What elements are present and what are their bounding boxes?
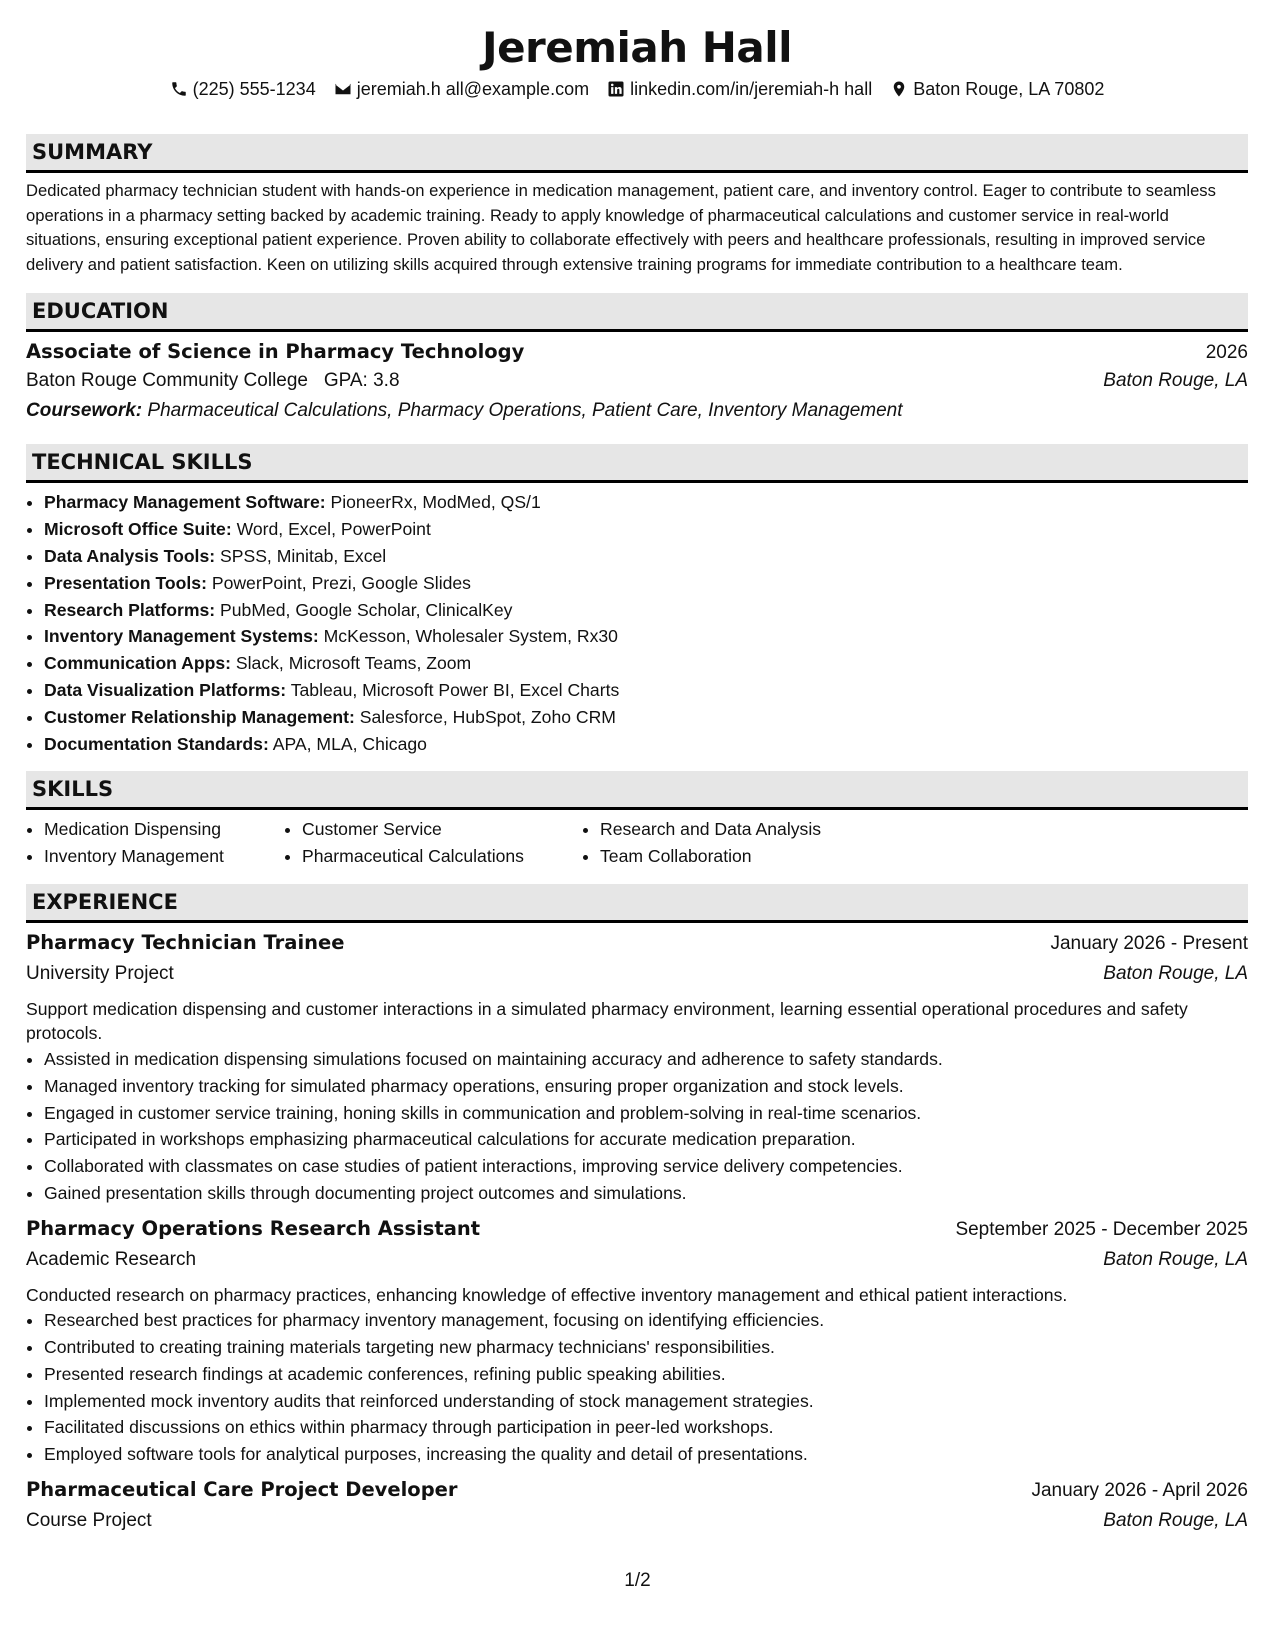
list-item: • Contributed to creating training materials targeting new pharmacy technicians' responsibilities. bbox=[44, 1334, 1248, 1361]
skill-value: PowerPoint, Prezi, Google Slides bbox=[211, 572, 471, 593]
school-line bbox=[26, 370, 400, 392]
education-degree-row bbox=[26, 340, 1248, 370]
list-item: • Collaborated with classmates on case studies of patient interactions, improving service delivery competencies. bbox=[44, 1153, 1248, 1180]
coursework-line bbox=[26, 400, 1248, 430]
list-item bbox=[44, 704, 1248, 731]
linkedin-icon bbox=[607, 80, 625, 98]
map-pin-icon bbox=[890, 80, 908, 98]
skill-value: SPSS, Minitab, Excel bbox=[219, 545, 387, 566]
skill-value: McKesson, Wholesaler System, Rx30 bbox=[323, 626, 618, 647]
skill-value: PubMed, Google Scholar, ClinicalKey bbox=[220, 599, 513, 620]
job-org-row bbox=[26, 1510, 1248, 1542]
list-item: • Researched best practices for pharmacy inventory management, focusing on identifying efficiencies. bbox=[44, 1307, 1248, 1334]
list-item: • Employed software tools for analytical purposes, increasing the quality and detail of presentations. bbox=[44, 1441, 1248, 1468]
skill-label: Microsoft Office Suite: bbox=[44, 519, 232, 540]
degree-year: 2026 bbox=[1205, 342, 1248, 364]
list-item: • Research and Data Analysis bbox=[600, 816, 920, 843]
job-description: Support medication dispensing and customer interactions in a simulated pharmacy environment, learning essential operational procedures and safety protocols. bbox=[26, 998, 1188, 1044]
list-item: • Managed inventory tracking for simulated pharmacy operations, ensuring proper organization and stock levels. bbox=[44, 1073, 1248, 1100]
job-org: University Project bbox=[26, 962, 174, 984]
resume-page bbox=[26, 0, 1248, 1542]
job-bullets bbox=[26, 1307, 1248, 1468]
skill-label: Data Analysis Tools: bbox=[44, 545, 216, 566]
section-heading: EXPERIENCE bbox=[26, 884, 1248, 923]
skill-value: Salesforce, HubSpot, Zoho CRM bbox=[359, 706, 616, 727]
skill-label: Customer Relationship Management: bbox=[44, 706, 355, 727]
degree-title: Associate of Science in Pharmacy Technology bbox=[26, 340, 525, 364]
list-item: • Team Collaboration bbox=[600, 843, 920, 870]
section-heading: EDUCATION bbox=[26, 293, 1248, 332]
contact-location bbox=[890, 78, 1104, 100]
phone-icon bbox=[170, 80, 188, 98]
mail-icon bbox=[334, 80, 352, 98]
skill-value: Word, Excel, PowerPoint bbox=[236, 519, 431, 540]
job-entry bbox=[26, 1478, 1248, 1542]
list-item bbox=[44, 489, 1248, 516]
job-dates: January 2026 - April 2026 bbox=[1031, 1480, 1248, 1501]
school-name: Baton Rouge Community College bbox=[26, 370, 308, 392]
job-location: Baton Rouge, LA bbox=[1103, 1510, 1248, 1531]
contact-bar bbox=[26, 78, 1248, 100]
contact-email[interactable] bbox=[334, 78, 589, 100]
skill-label: Data Visualization Platforms: bbox=[44, 679, 287, 700]
list-item bbox=[44, 650, 1248, 677]
skill-value: Tableau, Microsoft Power BI, Excel Charts bbox=[290, 679, 620, 700]
technical-skills-section bbox=[26, 444, 1248, 757]
job-description: Conducted research on pharmacy practices, enhancing knowledge of effective inventory management and ethical patient interactions. bbox=[26, 1284, 1068, 1305]
job-title-row bbox=[26, 931, 1248, 963]
job-entry bbox=[26, 931, 1248, 1207]
coursework-label: Coursework: bbox=[26, 400, 143, 422]
candidate-name: Jeremiah Hall bbox=[481, 23, 793, 72]
summary-text: Dedicated pharmacy technician student with hands-on experience in medication management, patient care, and inventory control. Eager to contribute to seamless operations in a pharmacy setting backed by academic training. Ready to apply knowledge of pharmaceutical calculations and customer service in real-world situations, ensuring exceptional patient experience. Proven ability to collaborate effectively with peers and healthcare professionals, resulting in improved service delivery and patient satisfaction. Keen on utilizing skills acquired through extensive training programs for immediate contribution to a healthcare team. bbox=[26, 181, 1216, 274]
job-org: Course Project bbox=[26, 1510, 152, 1531]
coursework-list: Pharmaceutical Calculations, Pharmacy Operations, Patient Care, Inventory Management bbox=[147, 400, 903, 422]
skills-column-3 bbox=[582, 816, 920, 870]
list-item: • Facilitated discussions on ethics within pharmacy through participation in peer-led workshops. bbox=[44, 1414, 1248, 1441]
summary-section bbox=[26, 134, 1248, 277]
list-item bbox=[44, 677, 1248, 704]
list-item: • Inventory Management bbox=[44, 843, 284, 870]
list-item: • Participated in workshops emphasizing pharmaceutical calculations for accurate medication preparation. bbox=[44, 1126, 1248, 1153]
job-location: Baton Rouge, LA bbox=[1103, 1248, 1248, 1270]
job-dates: January 2026 - Present bbox=[1050, 932, 1248, 954]
list-item: • Presented research findings at academic conferences, refining public speaking abilities. bbox=[44, 1361, 1248, 1388]
skills-grid bbox=[26, 816, 1248, 870]
skill-label: Research Platforms: bbox=[44, 599, 216, 620]
skill-value: PioneerRx, ModMed, QS/1 bbox=[330, 492, 541, 513]
list-item: • Pharmaceutical Calculations bbox=[302, 843, 582, 870]
education-school-row bbox=[26, 370, 1248, 400]
skill-label: Pharmacy Management Software: bbox=[44, 492, 326, 513]
education-section bbox=[26, 293, 1248, 430]
location-text: Baton Rouge, LA 70802 bbox=[913, 79, 1105, 99]
skills-column-2 bbox=[284, 816, 582, 870]
job-title: Pharmaceutical Care Project Developer bbox=[26, 1478, 458, 1501]
job-org-row bbox=[26, 1249, 1248, 1281]
email-text: jeremiah.h all@example.com bbox=[356, 79, 590, 99]
skills-column-1 bbox=[26, 816, 284, 870]
list-item: • Customer Service bbox=[302, 816, 582, 843]
job-bullets bbox=[26, 1046, 1248, 1207]
list-item bbox=[44, 570, 1248, 597]
job-entry bbox=[26, 1217, 1248, 1468]
job-location: Baton Rouge, LA bbox=[1103, 962, 1248, 984]
list-item bbox=[44, 516, 1248, 543]
skills-section bbox=[26, 771, 1248, 870]
skill-label: Documentation Standards: bbox=[44, 733, 269, 754]
linkedin-text: linkedin.com/in/jeremiah-h hall bbox=[630, 79, 873, 99]
list-item bbox=[44, 543, 1248, 570]
job-title: Pharmacy Operations Research Assistant bbox=[26, 1216, 481, 1240]
skill-label: Presentation Tools: bbox=[44, 572, 207, 593]
list-item: • Gained presentation skills through documenting project outcomes and simulations. bbox=[44, 1180, 1248, 1207]
section-heading: SKILLS bbox=[26, 771, 1248, 810]
contact-phone[interactable] bbox=[170, 78, 316, 100]
gpa: GPA: 3.8 bbox=[323, 370, 400, 392]
skill-label: Communication Apps: bbox=[44, 653, 232, 674]
school-location: Baton Rouge, LA bbox=[1103, 370, 1248, 392]
job-org-row bbox=[26, 963, 1248, 995]
skill-value: APA, MLA, Chicago bbox=[272, 733, 427, 754]
list-item: • Engaged in customer service training, honing skills in communication and problem-solving in real-time scenarios. bbox=[44, 1100, 1248, 1127]
skill-value: Slack, Microsoft Teams, Zoom bbox=[235, 653, 472, 674]
contact-linkedin[interactable] bbox=[607, 78, 872, 100]
job-title-row bbox=[26, 1478, 1248, 1510]
phone-text: (225) 555-1234 bbox=[192, 79, 316, 99]
list-item bbox=[44, 623, 1248, 650]
job-title: Pharmacy Technician Trainee bbox=[26, 930, 345, 954]
skill-label: Inventory Management Systems: bbox=[44, 626, 319, 647]
section-heading: TECHNICAL SKILLS bbox=[26, 444, 1248, 483]
job-org: Academic Research bbox=[26, 1248, 197, 1270]
job-dates: September 2025 - December 2025 bbox=[955, 1218, 1248, 1240]
list-item bbox=[44, 731, 1248, 758]
job-title-row bbox=[26, 1217, 1248, 1249]
page-indicator: 1/2 bbox=[624, 1570, 651, 1591]
list-item: • Implemented mock inventory audits that reinforced understanding of stock management strategies. bbox=[44, 1388, 1248, 1415]
section-heading: SUMMARY bbox=[26, 134, 1248, 173]
list-item: • Medication Dispensing bbox=[44, 816, 284, 843]
technical-skills-list bbox=[26, 489, 1248, 757]
list-item bbox=[44, 597, 1248, 624]
experience-section bbox=[26, 884, 1248, 1542]
list-item: • Assisted in medication dispensing simulations focused on maintaining accuracy and adherence to safety standards. bbox=[44, 1046, 1248, 1073]
